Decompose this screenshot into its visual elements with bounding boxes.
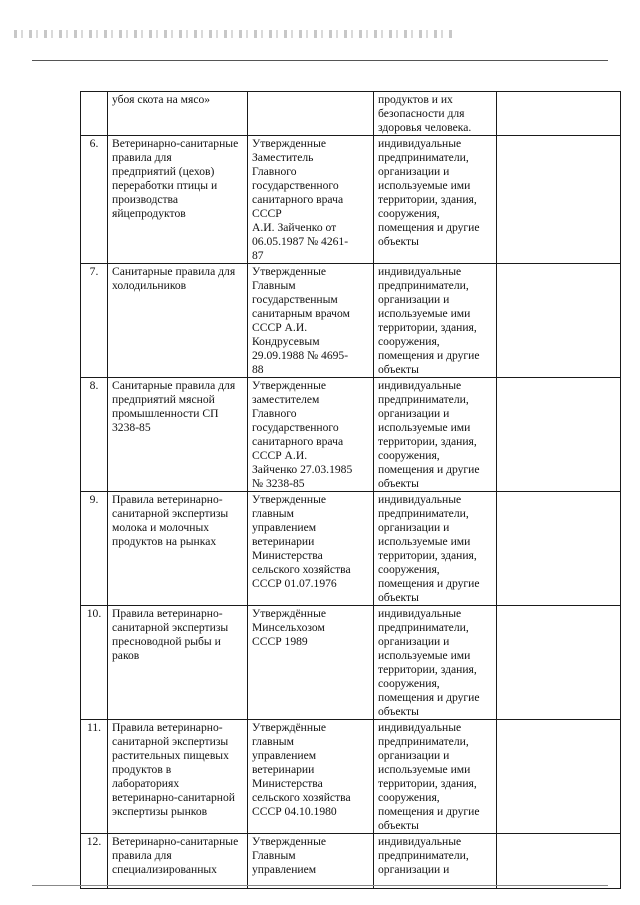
- approval-info: Утвержденные Заместитель Главного государственного санитарного врача СССР А.И. Зайченко от 06.05.1987 № 4261- 87: [248, 136, 374, 264]
- page-rule-bottom: [32, 885, 608, 886]
- approval-info: Утверждённые главным управлением ветеринарии Министерства сельского хозяйства СССР 04.10.1980: [248, 720, 374, 834]
- table-row: [81, 92, 621, 136]
- approval-info: [248, 92, 374, 136]
- row-number: 12.: [81, 834, 108, 889]
- scope-info: индивидуальные предприниматели, организации и используемые ими территории, здания, сооружения, помещения и другие объекты: [374, 136, 497, 264]
- document-title: Ветеринарно-санитарные правила для предприятий (цехов) переработки птицы и производства яйцепродуктов: [108, 136, 248, 264]
- scope-info: продуктов и их безопасности для здоровья человека.: [374, 92, 497, 136]
- table-row: [81, 492, 621, 606]
- extra-cell: [497, 606, 621, 720]
- table-row: [81, 136, 621, 264]
- scope-info: индивидуальные предприниматели, организации и используемые ими территории, здания, сооружения, помещения и другие объекты: [374, 378, 497, 492]
- extra-cell: [497, 492, 621, 606]
- extra-cell: [497, 92, 621, 136]
- table-row: [81, 264, 621, 378]
- document-title: Правила ветеринарно- санитарной экспертизы молока и молочных продуктов на рынках: [108, 492, 248, 606]
- document-title: Правила ветеринарно- санитарной экспертизы растительных пищевых продуктов в лабораториях ветеринарно-санитарной экспертизы рынков: [108, 720, 248, 834]
- scope-info: индивидуальные предприниматели, организации и: [374, 834, 497, 889]
- extra-cell: [497, 834, 621, 889]
- row-number: 11.: [81, 720, 108, 834]
- row-number: 8.: [81, 378, 108, 492]
- scope-info: индивидуальные предприниматели, организации и используемые ими территории, здания, сооружения, помещения и другие объекты: [374, 606, 497, 720]
- row-number: 6.: [81, 136, 108, 264]
- approval-info: Утвержденные заместителем Главного государственного санитарного врача СССР А.И. Зайченко 27.03.1985 № 3238-85: [248, 378, 374, 492]
- extra-cell: [497, 136, 621, 264]
- table-row: [81, 378, 621, 492]
- approval-info: Утвержденные главным управлением ветеринарии Министерства сельского хозяйства СССР 01.07.1976: [248, 492, 374, 606]
- table-row: [81, 606, 621, 720]
- approval-info: Утвержденные Главным государственным санитарным врачом СССР А.И. Кондрусевым 29.09.1988 № 4695- 88: [248, 264, 374, 378]
- page-rule-top: [32, 60, 608, 61]
- row-number: 9.: [81, 492, 108, 606]
- approval-info: Утверждённые Минсельхозом СССР 1989: [248, 606, 374, 720]
- regulations-table: [80, 91, 621, 889]
- document-title: Правила ветеринарно- санитарной экспертизы пресноводной рыбы и раков: [108, 606, 248, 720]
- document-title: Ветеринарно-санитарные правила для специализированных: [108, 834, 248, 889]
- scan-noise: [14, 30, 454, 38]
- row-number: [81, 92, 108, 136]
- document-title: убоя скота на мясо»: [108, 92, 248, 136]
- extra-cell: [497, 720, 621, 834]
- table-row: [81, 834, 621, 889]
- row-number: 10.: [81, 606, 108, 720]
- scope-info: индивидуальные предприниматели, организации и используемые ими территории, здания, сооружения, помещения и другие объекты: [374, 720, 497, 834]
- document-title: Санитарные правила для предприятий мясной промышленности СП 3238-85: [108, 378, 248, 492]
- approval-info: Утвержденные Главным управлением: [248, 834, 374, 889]
- extra-cell: [497, 264, 621, 378]
- document-title: Санитарные правила для холодильников: [108, 264, 248, 378]
- extra-cell: [497, 378, 621, 492]
- scope-info: индивидуальные предприниматели, организации и используемые ими территории, здания, сооружения, помещения и другие объекты: [374, 264, 497, 378]
- table-row: [81, 720, 621, 834]
- row-number: 7.: [81, 264, 108, 378]
- scope-info: индивидуальные предприниматели, организации и используемые ими территории, здания, сооружения, помещения и другие объекты: [374, 492, 497, 606]
